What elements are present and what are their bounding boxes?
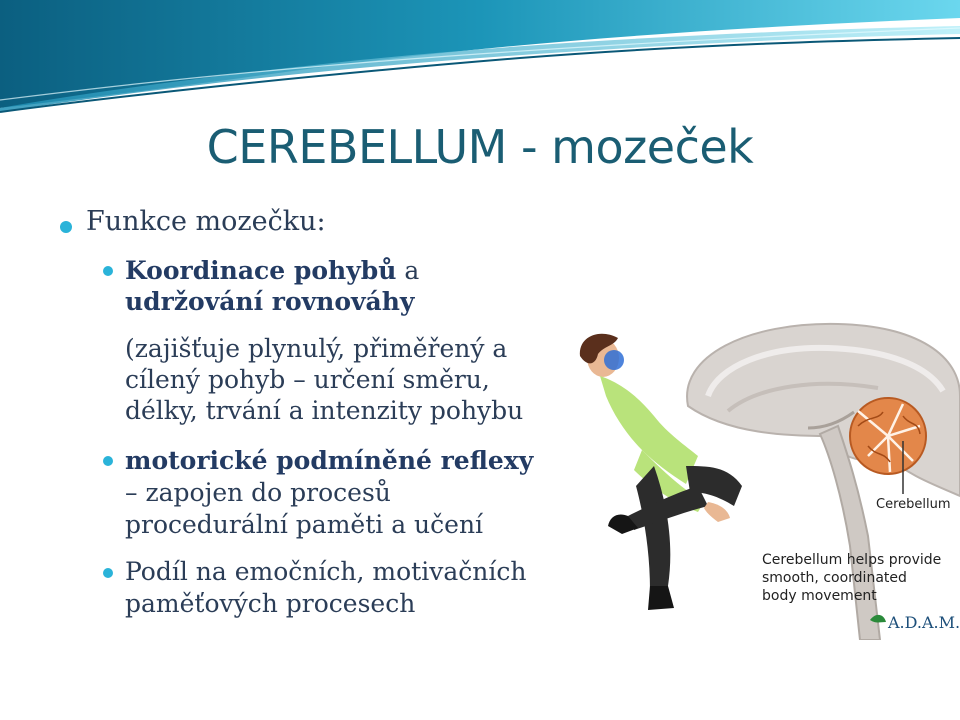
caption-line-1: Cerebellum helps provide <box>762 552 942 568</box>
functions-heading: Funkce mozečku: <box>86 206 326 237</box>
caption-line-2: smooth, coordinated <box>762 570 907 586</box>
item-coordination-bold: Koordinace pohybů <box>125 256 397 285</box>
slide-title: CEREBELLUM - mozeček <box>206 120 754 174</box>
bullet-icon <box>103 568 113 578</box>
item-reflexes-bold: motorické podmíněné reflexy <box>125 446 534 475</box>
bullet-icon <box>103 266 113 276</box>
cerebellum-label: Cerebellum <box>876 497 951 512</box>
caption-line-3: body movement <box>762 588 877 604</box>
item-balance-line: udržování rovnováhy <box>125 287 415 316</box>
item-detail-line1: (zajišťuje plynulý, přiměřený a <box>125 334 508 363</box>
item-reflexes-line1: – zapojen do procesů <box>125 478 391 507</box>
item-reflexes-line2: procedurální paměti a učení <box>125 510 484 539</box>
bullet-icon <box>103 456 113 466</box>
item-detail-line3: délky, trvání a intenzity pohybu <box>125 396 524 425</box>
item-coordination-line1 <box>125 255 419 286</box>
cerebellum-icon <box>850 398 926 474</box>
item-coordination-tail: a <box>396 256 420 285</box>
adam-logo <box>870 613 960 632</box>
cerebellum-illustration <box>558 316 960 640</box>
item-detail-line2: cílený pohyb – určení směru, <box>125 365 490 394</box>
item-emotion-line2: paměťových procesech <box>125 589 416 618</box>
logo-text: A.D.A.M. <box>888 613 960 632</box>
item-emotion-line1: Podíl na emočních, motivačních <box>125 557 527 586</box>
bullet-icon <box>60 221 72 233</box>
header-banner <box>0 0 960 120</box>
